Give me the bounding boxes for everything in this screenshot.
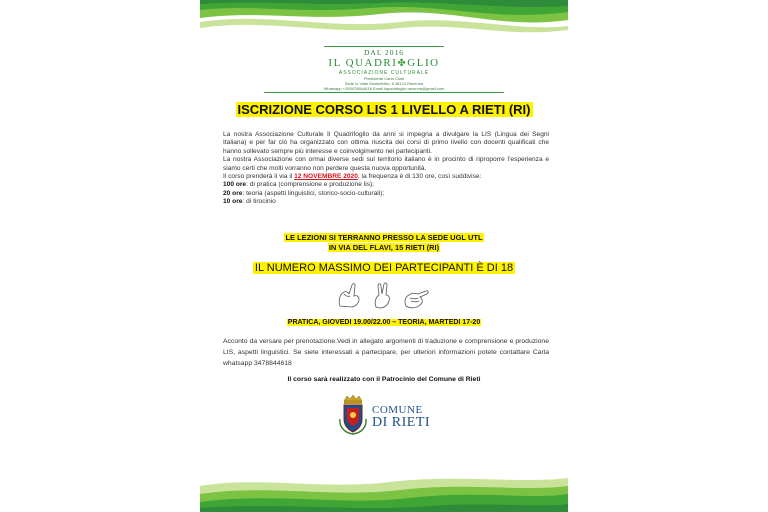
logo-address: Sede in Viale Montefeltro, 6 48124 Ravenna [344, 81, 424, 86]
schedule-notice: PRATICA, GIOVEDI 19.00/22.00 – TEORIA, MARTEDI 17-20 [287, 319, 481, 326]
logo-since: DAL 2016 [363, 48, 404, 57]
page-title: ISCRIZIONE CORSO LIS 1 LIVELLO A RIETI (RI) [237, 102, 531, 117]
hours-item: 10 ore: di tirocinio [223, 198, 276, 206]
association-logo [260, 46, 508, 93]
logo-name: IL QUADRI✤GLIO [328, 57, 440, 69]
logo-contacts: Whatsapp +393478844618 Email ilquadrifoglio.ravenna@gmail.com [323, 86, 445, 91]
logo-president: Presidente Carla Ciotti [363, 76, 405, 81]
outro-text: Acconto da versare per prenotazione.Vedi in allegato argomenti di traduzione e comprensione e produzione LIS, aspetti linguistici. Se siete interessati a partecipare, per ulteriori informazioni potete contattare Carla whatsapp 3478844618 [223, 338, 549, 367]
intro-paragraph-2: La nostra Associazione con ormai diverse sedi sul territorio italiano è in procinto di riproporre l’esperienza e siamo certi che molti vorranno non perdere questa nuova opportunità. [223, 156, 549, 172]
venue-notice: LE LEZIONI SI TERRANNO PRESSO LA SEDE UGL UTL IN VIA DEL FLAVI, 15 RIETI (RI) [285, 233, 483, 252]
intro-paragraph-3: Il corso prenderà il via il 12 NOVEMBRE 2020, la frequenza è di 130 ore, così suddivise: [223, 173, 482, 181]
top-green-wave [200, 0, 568, 48]
logo-subtitle: ASSOCIAZIONE CULTURALE [338, 70, 430, 76]
bottom-green-wave [200, 464, 568, 512]
hours-item: 100 ore: di pratica (comprensione e produzione lis); [223, 181, 375, 189]
hours-item: 20 ore: teoria (aspetti linguistici, storico-socio-culturali); [223, 189, 385, 197]
start-date: 12 NOVEMBRE 2020 [294, 173, 358, 181]
sign-language-hands-image [332, 280, 436, 310]
document-page [200, 0, 568, 512]
patronage-text: Il corso sarà realizzato con il Patrocinio del Comune di Rieti [287, 376, 481, 383]
clover-icon: ✤ [397, 58, 408, 69]
max-participants: IL NUMERO MASSIMO DEI PARTECIPANTI È DI 18 [254, 262, 514, 274]
comune-di-rieti-logo [372, 405, 430, 429]
intro-paragraph-1: La nostra Associazione Culturale Il Quadrifoglio da anni si impegna a divulgare la LIS (Lingua dei Segni Italiana) e per far ciò ha organizzato con ottima riuscita dei corsi di primo livello con docenti qualificati che hanno sollevato sempre più interesse e coinvolgimento nei partecipanti. [223, 131, 549, 155]
intro-text [223, 131, 549, 207]
rieti-coat-of-arms-icon [338, 393, 368, 435]
comune-line-2: DI RIETI [372, 415, 431, 430]
comune-line-1: COMUNE [372, 404, 423, 416]
